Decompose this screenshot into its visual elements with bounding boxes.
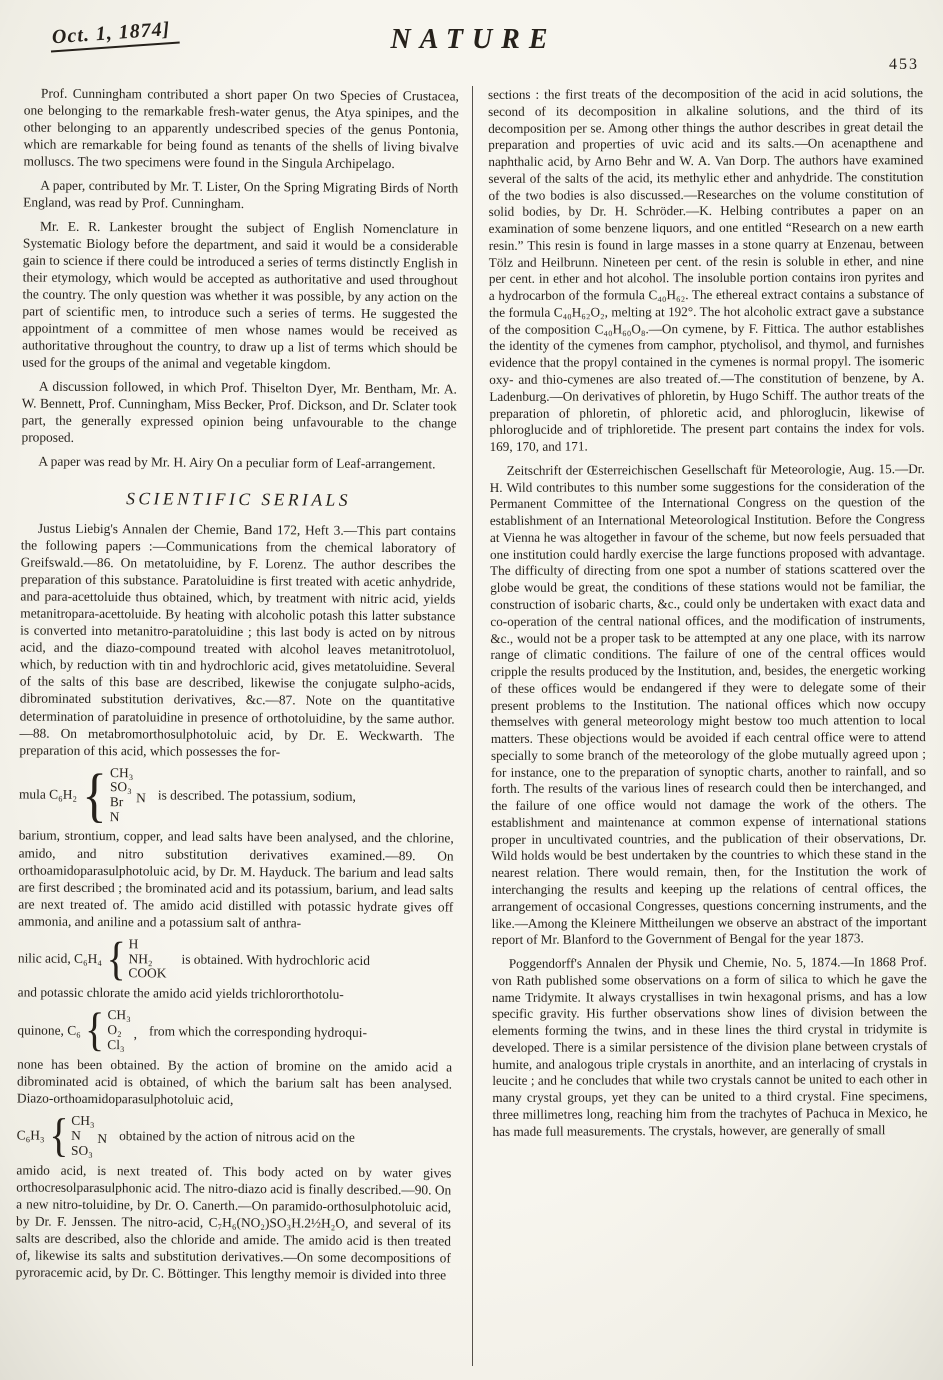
chemical-formula-2 xyxy=(17,932,453,985)
paragraph-lankester: Mr. E. R. Lankester brought the subject of English Nomenclature in Systematic Biology before the department, and said it would be a considerable gain to science if there could be introduced a series of terms distinctly English in their etymology, which would be accepted as authoritative and used throughout the country. The only question was whether it was possible, by any action on the part of scientific men, to introduce such a series of terms. He suggested the appointment of a committee of men whose names would be received as authoritative throughout the country, to draw up a list of terms which should be used for the groups of the animal and vegetable kingdom. xyxy=(22,218,459,372)
formula-line: N xyxy=(71,1127,81,1143)
formula-continuation: is described. The potassium, sodium, xyxy=(157,787,356,804)
formula-line: NH₂ xyxy=(128,950,153,966)
paragraph-sections: sections : the first treats of the decomposition of the acid in acid solutions, the second of its decomposition in alkaline solutions, and the third of its decomposition per se. Among other things the author describes in great detail the preparation and properties of uvic acid and its salts.—On acenapthene and naphthalic acid, by Arno Behr and W. A. Van Dorp. The authors have examined several of the salts of the acid, its methylic ether and anhydride. The constitution of the two bodies is also discussed.—Researches on the volume constitution of solid bodies, by Dr. H. Schröder.—K. Helbing contributes a paper on an examination of some benzene liquors, and one entitled “Research on a new earth resin.” This resin is found in large masses in a stone quarry at Enzenau, between Tölz and Heilbrunn. Nineteen per cent. of the resin is soluble in ether, and nine per cent. in ether and hot alcohol. The insoluble portion contains iron pyrites and a hydrocarbon of the formula C₄₀H₆₂. The ethereal extract contains a substance of the formula C₄₀H₆₂O₂, melting at 192°. The hot alcoholic extract gave a substance of the composition C₄₀H₆₀O₈.—On cymene, by F. Fittica. The author establishes the identity of the cymenes from camphor, ptycholisol, and thymol, and furnishes evidence that the propyl contained in the cymenes is normal propyl. The isomeric oxy- and thio-cymenes are also treated of.—The constitution of benzene, by A. Ladenburg.—On derivatives of phloretin, by Hugo Schiff. The author treats of the preparation of phloretin, of phloretic acid, and phloroglucin, likewise of phloroglucide and of triphloretide. The present part contains the index for vols. 169, 170, and 171. xyxy=(488,85,925,455)
journal-title: NATURE xyxy=(390,24,557,55)
formula-line: COOK xyxy=(128,965,167,981)
issue-date: Oct. 1, 1874] xyxy=(49,18,179,53)
left-column-content xyxy=(16,84,459,1283)
paragraph-airy: A paper was read by Mr. H. Airy On a peculiar form of Leaf-arrangement. xyxy=(38,453,436,472)
chemical-formula-1 xyxy=(18,761,454,828)
formula-prefix: nilic acid, C₆H₄ xyxy=(17,950,103,966)
brace-glyph: { xyxy=(82,761,107,828)
paragraph-discussion: A discussion followed, in which Prof. Thiselton Dyer, Mr. Bentham, Mr. A. W. Bennett, Prof. Cunningham, Miss Becker, Prof. Dickson, and Dr. Sclater took part, the generally expressed opinion being unfavourable to the change proposed. xyxy=(21,378,457,446)
formula-line: CH₃ xyxy=(110,764,134,780)
paragraph-amido-acid: amido acid, is next treated of. This body acted on by water gives orthocresolparasulphonic acid. The nitro-diazo acid is finally described.—90. On a new nitro-toluidine, by Dr. O. Canerth.—On paramido-orthosulphotoluic acid, by Dr. F. Jenssen. The nitro-acid, C₇H₆(NO₂)SO₃H.2½H₂O, and several of its salts are described, also the chloride and amide. The amido acid is then treated of, likewise its salts and substitution derivatives.—On some decompositions of pyroracemic acid, by Dr. C. Böttinger. This lengthy memoir is divided into three xyxy=(15,1162,452,1283)
two-column-body xyxy=(15,85,928,1366)
formula-stack xyxy=(71,1114,95,1158)
formula-line: SO₃ xyxy=(71,1142,93,1158)
brace-glyph: { xyxy=(49,1109,69,1162)
paragraph-bromine: none has been obtained. By the action of bromine on the amido acid a dibrominated acid is obtained, of which the barium salt has been analysed. Diazo-orthoamidoparasulphotoluic acid, xyxy=(16,1056,453,1107)
formula-suffix: N xyxy=(97,1131,108,1147)
formula-prefix: C₆H₃ xyxy=(16,1127,45,1143)
chemical-formula-3 xyxy=(17,1004,452,1057)
formula-continuation: obtained by the action of nitrous acid on the xyxy=(119,1128,355,1146)
paragraph-chlorate: and potassic chlorate the amido acid yields trichlororthotolu- xyxy=(17,984,344,1002)
page-header xyxy=(24,12,923,82)
brace-glyph: { xyxy=(106,932,127,985)
formula-line: Br xyxy=(109,794,124,810)
formula-line: CH₃ xyxy=(107,1007,131,1023)
formula-line: SO₃ xyxy=(109,779,132,795)
formula-suffix: , xyxy=(133,1025,138,1041)
formula-continuation: is obtained. With hydrochloric acid xyxy=(181,951,371,968)
brace-glyph: { xyxy=(85,1004,105,1057)
formula-stack xyxy=(107,1009,131,1053)
formula-line: CH₃ xyxy=(71,1112,95,1129)
paragraph-poggendorff: Poggendorff's Annalen der Physik und Chemie, No. 5, 1874.—In 1868 Prof. von Rath published some observations on a form of silica to which he gave the name Tridymite. It always crystallises in twin hexagonal prisms, and has a low specific gravity. His further observations show lines of division between the elements forming the twins, and in these lines the third crystal in tridymite is developed. There is a similar persistence of the division plane between crystals of humite, and analogous triple crystals in anorthite, and an interlacing of crystals in leucite ; and he concludes that while two crystals cannot be united to each other in many crystal groups, yet they can be united to a third crystal. Fine specimens, three millimetres long, reaching him from the trachytes of Pachuca in Mexico, he has made full measurements. The crystals, however, are generally of small xyxy=(491,954,928,1139)
formula-continuation: from which the corresponding hydroqui- xyxy=(148,1022,368,1040)
paragraph-salts: barium, strontium, copper, and lead salts have been analysed, and the chlorine, amido, and nitro substitution derivatives examined.—89. On orthoamidoparasulphotoluic acid, by Dr. M. Hayduck. The barium and lead salts are first described ; the brominated acid and its potassium, barium, and lead salts are next treated of. The amido acid distilled with potassic hydrate gives off ammonia, and aniline and a potassium salt of anthra- xyxy=(18,827,454,930)
formula-prefix: quinone, C₆ xyxy=(17,1022,81,1038)
paragraph-annalen-chemie: Justus Liebig's Annalen der Chemie, Band 172, Heft 3.—This part contains the following papers :—Communications from the chemical laboratory of Greifswald.—86. On metatoluidine, by F. Lorenz. The author describes the preparation of this substance. Paratoluidine is first treated with acetic anhydride, and para-acettoluide thus obtained, which, by treatment with nitric acid, yields metanitropara-acettoluide. By heating with alcoholic potash this latter substance is converted into metanitro-paratoluidine ; this last body is acted on by nitrous acid, and the diazo-compound treated with alcohol leaves metanitrotoluol, which, by reduction with tin and hydrochloric acid, gives metatoluidine. Several of the salts of this base are described, likewise the conjugate sulpho-acids, dibrominated substitution derivatives, &c.—87. Note on the quantitative determination of paratoluidine in presence of orthotoluidine, by the same author.—88. On metabromorthosulphotoluic acid, by Dr. E. Weckwarth. The preparation of this acid, which possesses the for- xyxy=(19,520,456,759)
paragraph-lister: A paper, contributed by Mr. T. Lister, On the Spring Migrating Birds of North England, was read by Prof. Cunningham. xyxy=(23,177,459,212)
paragraph-crustacea: Prof. Cunningham contributed a short paper On two Species of Crustacea, one belonging to the remarkable fresh-water genus, the Atya spinipes, and the other belonging to an apparently undescribed species of the genus Pontonia, which are remarkable for being found as tenants of the shells of living bivalve molluscs. The two specimens were found in the Singula Archipelago. xyxy=(23,85,459,172)
right-column xyxy=(472,85,928,1366)
section-heading: SCIENTIFIC SERIALS xyxy=(126,488,352,511)
formula-suffix: N xyxy=(136,790,146,806)
formula-line: H xyxy=(128,936,139,952)
formula-stack xyxy=(110,766,134,825)
formula-line: Cl₃ xyxy=(107,1037,125,1053)
right-column-content xyxy=(488,85,928,1140)
formula-prefix: mula C₆H₂ xyxy=(18,786,78,802)
left-column xyxy=(15,85,472,1366)
formula-line: O₂ xyxy=(107,1022,122,1038)
page-number: 453 xyxy=(889,56,919,73)
formula-stack xyxy=(128,937,166,981)
chemical-formula-4 xyxy=(16,1109,452,1162)
paragraph-zeitschrift: Zeitschrift der Œsterreichischen Gesellschaft für Meteorologie, Aug. 15.—Dr. H. Wild contributes to this number some suggestions for the consideration of the Permanent Committee of the International Congress on the question of the establishment of an International Meteorological Institution. Before the Congress at Vienna he was altogether in favour of the scheme, but now feels persuaded that one institution could hardly exercise the large functions proposed with advantage. The difficulty of directing from one spot a number of stations scattered over the globe would be great, the conditions of these stations would not be familiar, the construction of isobaric charts, &c., could only be undertaken with exact data and co-operation of the central national offices, and the modification of instruments, &c., would not be a proper task to be attempted at any one place, with its narrow range of climatic conditions. The failure of one of the central offices would cripple the results produced by the Institution, and, besides, the energetic working of these offices would be endangered if they were to delegate some of their present problems to the Institution. The national offices which now occupy themselves with general meteorology might bestow too much attention to local matters. These objections would be avoided if each central office were to attend specially to some branch of the meteorology of the globe mutually agreed upon ; for instance, one to the preparation of synoptic charts, another to rainfall, and so forth. The results of the various lines of research could then be interchanged, and the failure of one office would not damage the work of the others. The establishment and maintenance at common expense of international stations proper in uncultivated countries, and the publication of their observations, Dr. Wild holds would be best undertaken by the countries to which these stand in the nearest relation. There would remain, then, for the Institution the work of interchanging the results and keeping up the relations of central offices, the arrangement of occasional Congresses, questions concerning instruments, and the like.—Among the Kleinere Mittheilungen we observe an abstract of the important report of Mr. Blanford to the Government of Bengal for the year 1873. xyxy=(489,460,927,948)
formula-line: N xyxy=(109,808,120,824)
